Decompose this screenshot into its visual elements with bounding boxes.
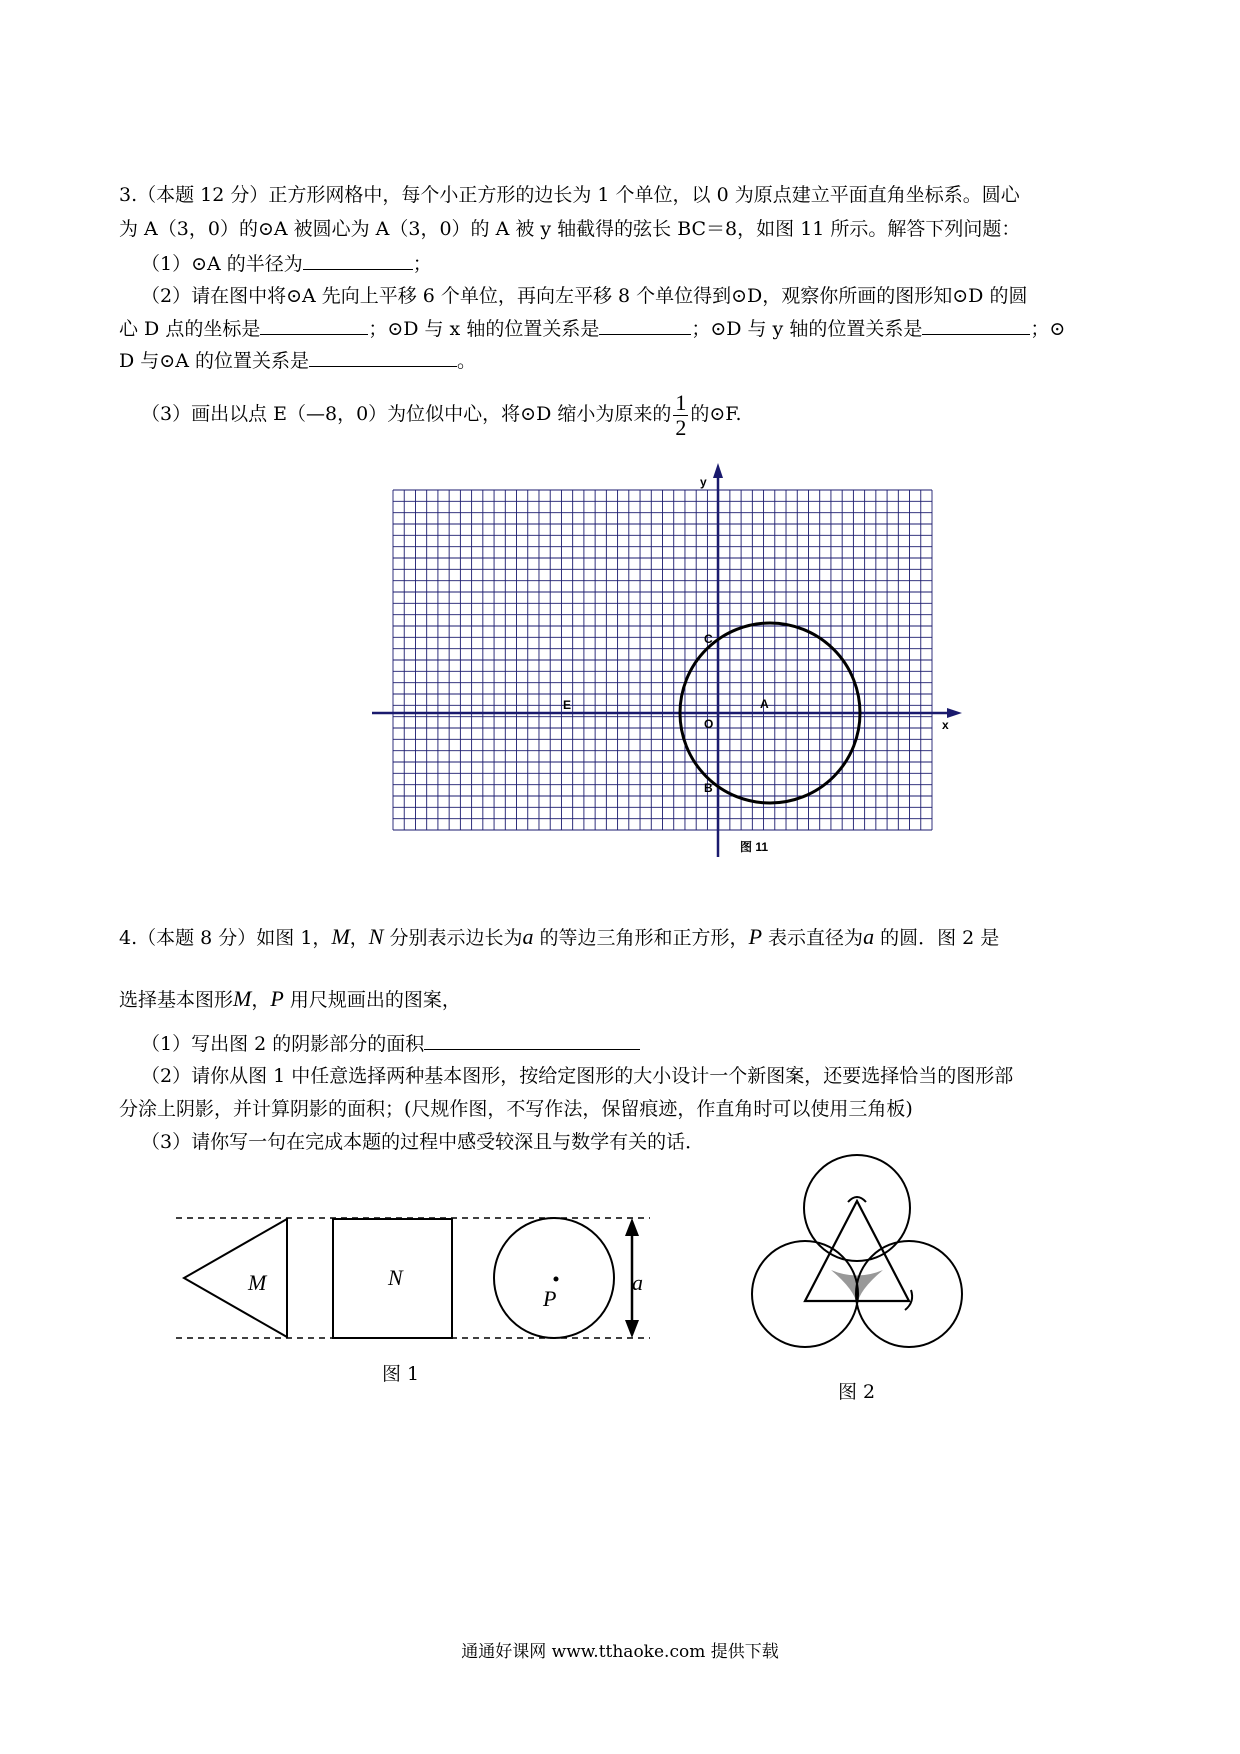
label-m: M (248, 1270, 267, 1295)
q3-part-2-line-3 (119, 346, 476, 375)
q4-comma-2: ， (251, 989, 271, 1011)
q3-part-2-line-1: （2）请在图中将⊙A 先向上平移 6 个单位，再向左平移 8 个单位得到⊙D，观察你所画的图形知⊙D 的圆 (141, 285, 1028, 307)
q4-part-1 (141, 1029, 640, 1058)
label-p: P (543, 1286, 557, 1311)
answer-blank-y-axis-relation[interactable] (922, 314, 1030, 335)
q3-part-2-text-c: ；⊙D 与 x 轴的位置关系是 (368, 318, 600, 340)
q3-part-3-text-b: 的⊙F. (690, 403, 742, 425)
q3-line-2: 为 A（3，0）的⊙A 被圆心为 A（3，0）的 A 被 y 轴截得的弦长 BC＝8，如图 11 所示。解答下列问题： (119, 218, 1021, 240)
fraction-denominator: 2 (675, 414, 687, 440)
q4-line-1-text-a: 4.（本题 8 分）如图 1， (119, 927, 332, 949)
q4-line-2-text-b: 用尺规画出的图案， (283, 989, 461, 1011)
q4-line-1-text-e: 的圆．图 2 是 (874, 927, 1000, 949)
q3-part-3-text-a: （3）画出以点 E（—8，0）为位似中心，将⊙D 缩小为原来的 (141, 403, 672, 425)
answer-blank-radius[interactable] (303, 249, 413, 270)
arrow-up-icon (625, 1218, 639, 1236)
circle-top (804, 1155, 910, 1261)
q4-line-1 (119, 920, 999, 955)
q3-part-1-text: （1）⊙A 的半径为 (141, 253, 303, 275)
label-a: A (760, 697, 769, 711)
q3-part-2-text-d: ；⊙D 与 y 轴的位置关系是 (691, 318, 923, 340)
arrow-down-icon (625, 1320, 639, 1338)
figure-1 (160, 1190, 680, 1370)
q3-part-2-text-g: 。 (456, 350, 476, 372)
q3-part-2-text-b: 心 D 点的坐标是 (119, 318, 261, 340)
q4-part-2-line-1: （2）请你从图 1 中任意选择两种基本图形，按给定图形的大小设计一个新图案，还要选择恰当的图形部 (141, 1065, 1014, 1087)
label-e: E (563, 698, 572, 712)
symbol-n: N (368, 924, 384, 949)
q4-part-1-text: （1）写出图 2 的阴影部分的面积 (141, 1033, 425, 1055)
symbol-p: P (748, 924, 763, 949)
q4-line-2-text-a: 选择基本图形 (119, 989, 234, 1011)
q4-part-3: （3）请你写一句在完成本题的过程中感受较深且与数学有关的话． (141, 1131, 705, 1153)
label-o: O (704, 717, 714, 731)
symbol-m-2: M (233, 986, 252, 1011)
q3-part-1-end: ； (412, 253, 432, 275)
figure-11-caption: 图 11 (740, 840, 769, 854)
q4-line-1-text-c: 的等边三角形和正方形， (533, 927, 749, 949)
q3-part-2-text-e: ；⊙ (1030, 318, 1066, 340)
figure-1-caption: 图 1 (382, 1363, 420, 1385)
q3-line-1: 3.（本题 12 分）正方形网格中，每个小正方形的边长为 1 个单位，以 0 为原点建立平面直角坐标系。圆心 (119, 184, 1020, 206)
triangle-m (184, 1219, 287, 1337)
label-x: x (942, 718, 949, 732)
page-footer: 通通好课网 www.tthaoke.com 提供下载 (461, 1642, 779, 1662)
label-y: y (700, 475, 707, 489)
q4-line-2 (119, 982, 461, 1017)
q3-part-1 (141, 249, 432, 278)
q4-part-2-line-2: 分涂上阴影，并计算阴影的面积；(尺规作图，不写作法，保留痕迹，作直角时可以使用三角板) (119, 1098, 913, 1120)
symbol-m: M (331, 924, 350, 949)
fraction-one-half (673, 391, 688, 440)
label-c: C (704, 632, 713, 646)
grid-lines (393, 490, 932, 830)
answer-blank-shaded-area[interactable] (424, 1029, 640, 1050)
fraction-numerator: 1 (675, 389, 687, 415)
symbol-p-2: P (270, 986, 284, 1011)
circle-left (752, 1241, 858, 1347)
q4-line-1-text-b: 分别表示边长为 (383, 927, 523, 949)
q3-part-3 (141, 388, 742, 440)
circle-p-center-dot (554, 1277, 559, 1282)
q3-part-2-text-f: D 与⊙A 的位置关系是 (119, 350, 309, 372)
label-a: a (632, 1270, 643, 1295)
answer-blank-d-coordinate[interactable] (260, 314, 368, 335)
label-n: N (388, 1265, 403, 1290)
circle-right (856, 1241, 962, 1347)
symbol-a-2: a (863, 924, 875, 949)
q3-part-2-line-2 (119, 314, 1065, 343)
label-b: B (704, 781, 713, 795)
figure-2-caption: 图 2 (838, 1381, 876, 1403)
figure-11-grid (360, 460, 970, 860)
answer-blank-circle-relation[interactable] (309, 346, 457, 367)
answer-blank-x-axis-relation[interactable] (599, 314, 691, 335)
q4-line-1-text-d: 表示直径为 (762, 927, 864, 949)
symbol-a: a (522, 924, 534, 949)
q4-comma: ， (349, 927, 369, 949)
figure-2 (740, 1150, 980, 1390)
